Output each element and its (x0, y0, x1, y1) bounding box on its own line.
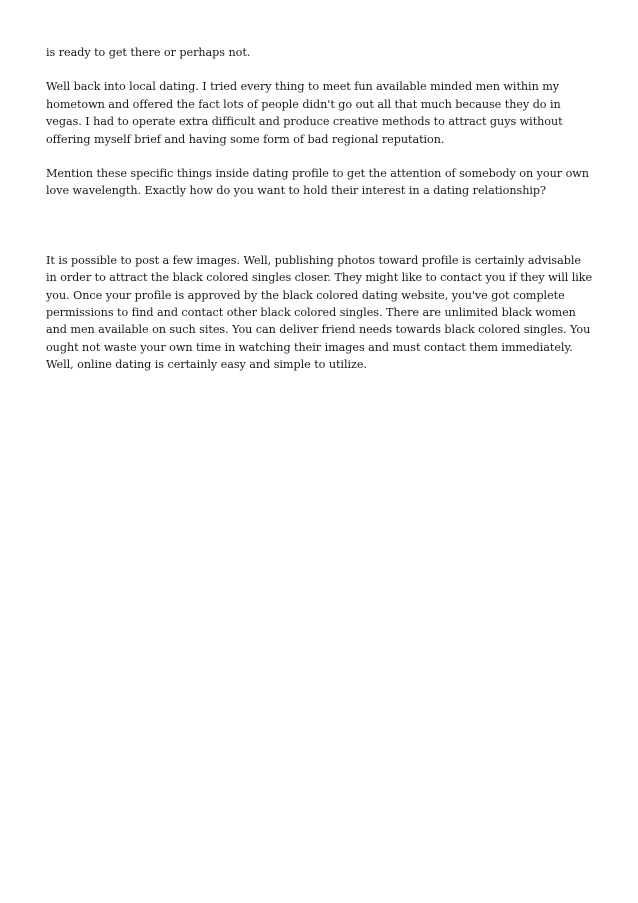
paragraph-2: Well back into local dating. I tried every thing to meet fun available minded men within my hometown and offered the fact lots of people didn't go out all that much because they do in vegas. I had to operate extra difficult and produce creative methods to attract guys without offering myself brief and having some form of bad regional reputation. (46, 80, 563, 146)
paragraph-4: It is possible to post a few images. Well, publishing photos toward profile is certainly advisable in order to attract the black colored singles closer. They might like to contact you if they will like you. Once your profile is approved by the black colored dating website, you've got complete permissions to find and contact other black colored singles. There are unlimited black women and men available on such sites. You can deliver friend needs towards black colored singles. You ought not waste your own time in watching their images and must contact them immediately. Well, online dating is certainly easy and simple to utilize. (46, 253, 593, 372)
paragraph-1: is ready to get there or perhaps not. (46, 46, 251, 59)
document-page (46, 44, 594, 374)
paragraph-3: Mention these specific things inside dating profile to get the attention of somebody on your own love wavelength. Exactly how do you want to hold their interest in a dating relationship? (46, 167, 589, 198)
